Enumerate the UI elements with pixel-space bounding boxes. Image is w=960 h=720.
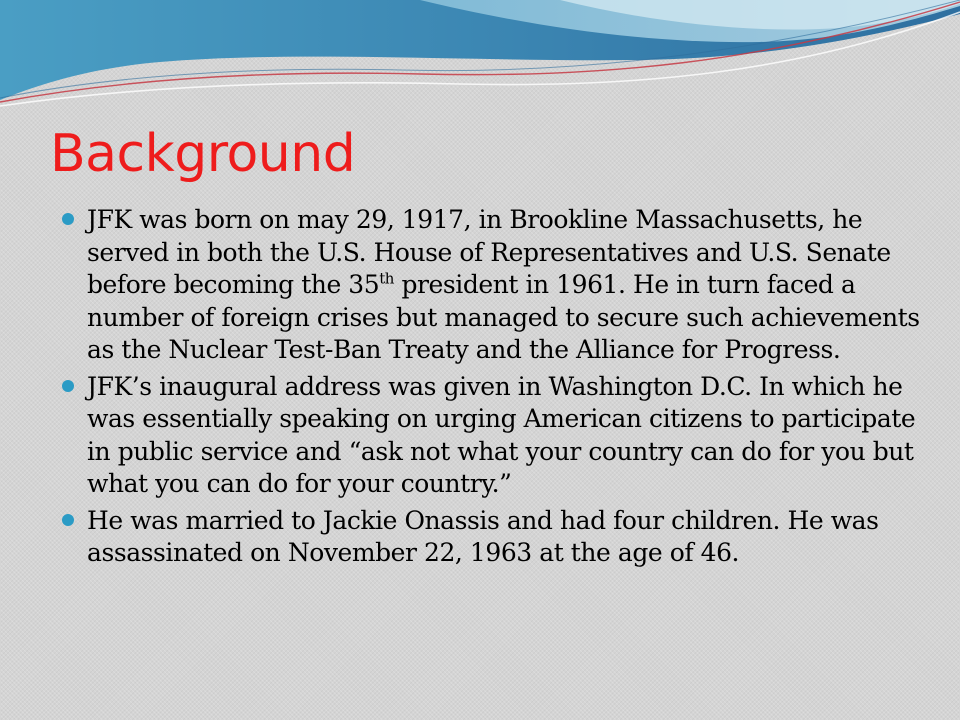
ordinal-superscript: th (379, 269, 394, 288)
bullet-text: JFK was born on may 29, 1917, in Brookline Massachusetts, he served in both the U.S. House of Representatives and U.S. Senate before becoming the 35 (87, 205, 891, 299)
bullet-item-family-death (62, 505, 922, 570)
bullet-dot-icon (62, 380, 74, 392)
bullet-list (62, 204, 922, 574)
header-wave-decoration (0, 0, 960, 120)
bullet-item-inaugural-address (62, 371, 922, 501)
bullet-dot-icon (62, 514, 74, 526)
bullet-text: JFK’s inaugural address was given in Washington D.C. In which he was essentially speaking on urging American citizens to participate in public service and “ask not what your country can do for you but what you can do for your country.” (87, 371, 916, 498)
bullet-dot-icon (62, 213, 74, 225)
slide-title: Background (50, 124, 356, 184)
bullet-text-continued: president in 1961. He in turn faced a number of foreign crises but managed to secure such achievements as the Nuclear Test-Ban Treaty and the Alliance for Progress. (87, 270, 920, 364)
bullet-item-birth-career (62, 204, 922, 367)
bullet-text: He was married to Jackie Onassis and had four children. He was assassinated on November 22, 1963 at the age of 46. (87, 505, 879, 567)
